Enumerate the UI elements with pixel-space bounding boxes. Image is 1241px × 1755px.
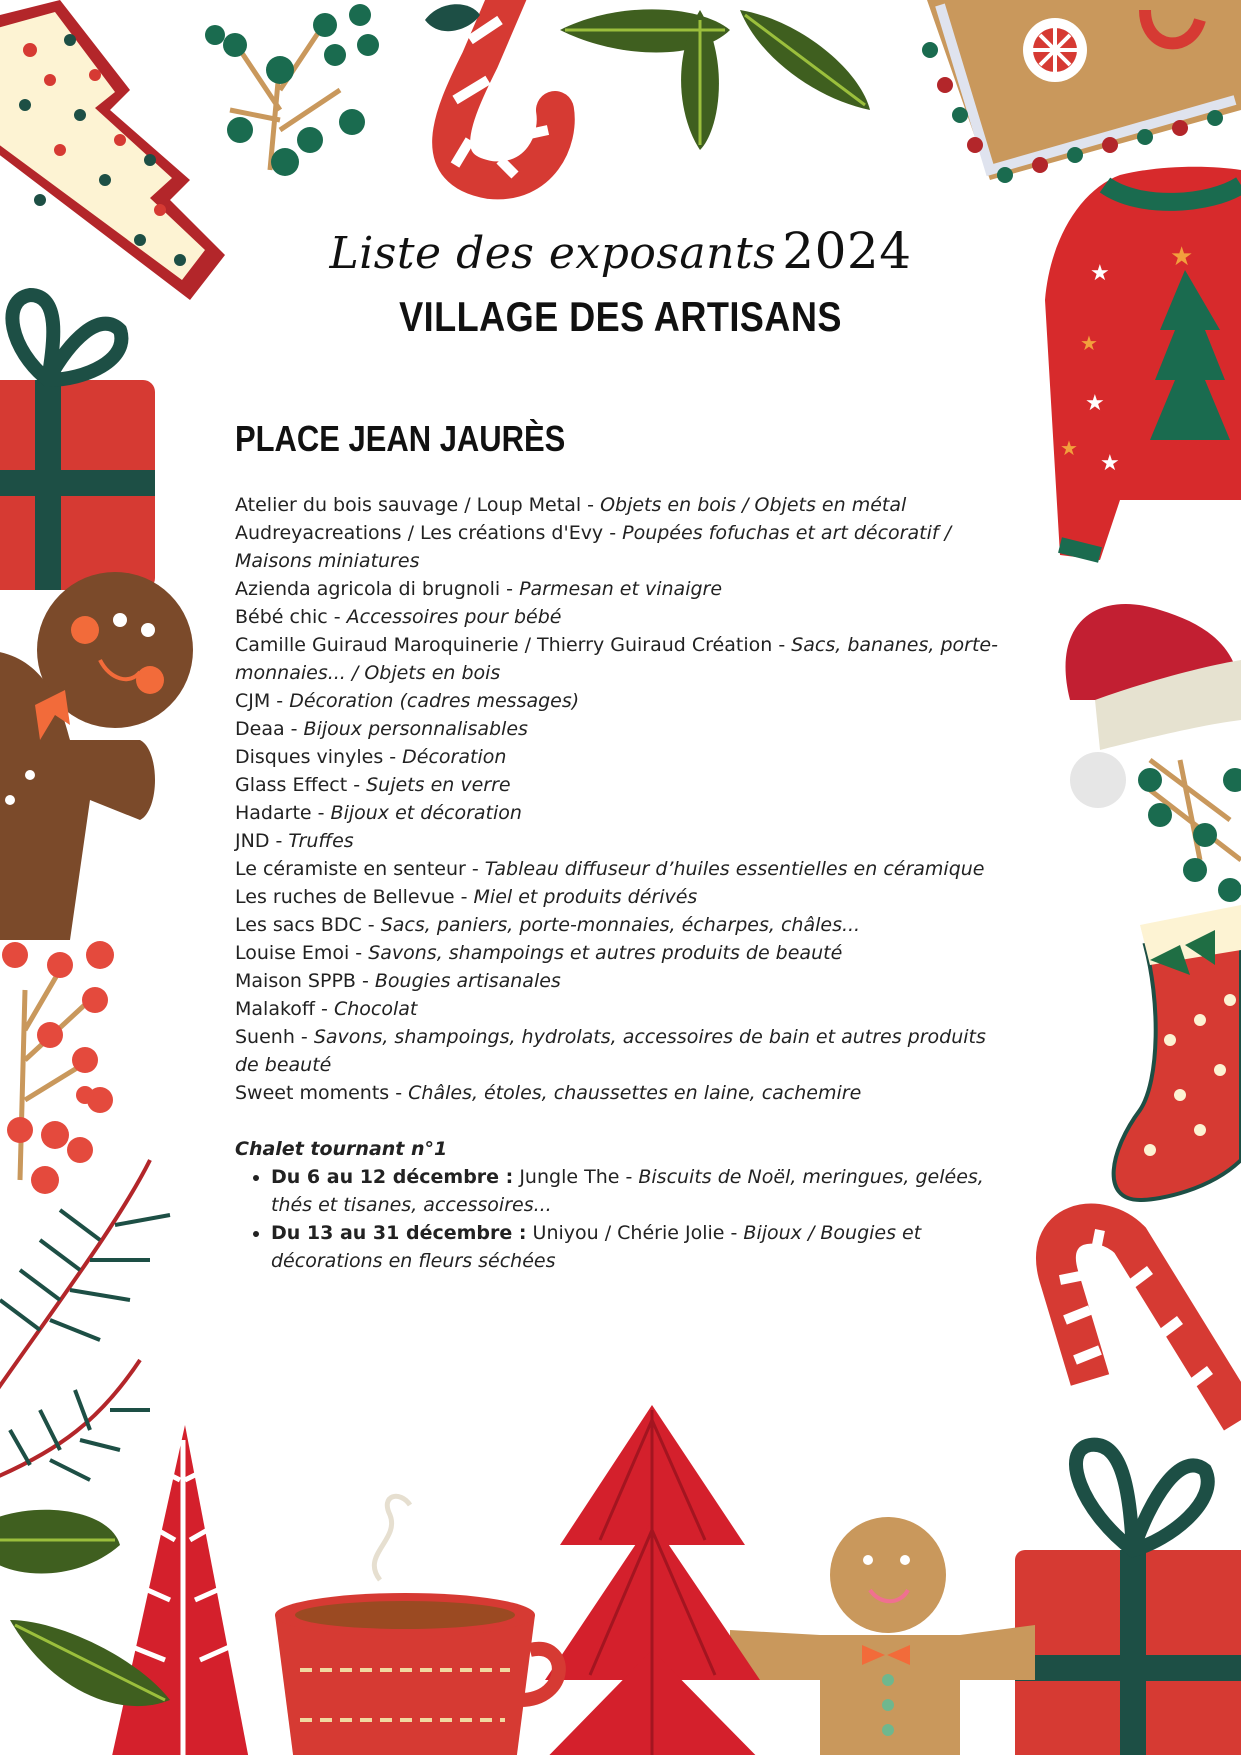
holly-bottom-icon [0, 1510, 170, 1706]
gingerbread-man-icon [0, 572, 193, 940]
chalet-title: Chalet tournant n°1 [235, 1138, 448, 1160]
gingerbread-man-bottom-icon [730, 1517, 1035, 1755]
list-item: Les sacs BDC - Sacs, paniers, porte-monnaies, écharpes, châles... [235, 914, 861, 936]
stocking-icon [1114, 905, 1241, 1200]
title-script-text: Liste des exposants [329, 228, 777, 279]
list-item: Le céramiste en senteur - Tableau diffuseur d’huiles essentielles en céramique [235, 858, 985, 880]
pine-branch-icon [0, 1160, 170, 1480]
list-item: Suenh - Savons, shampoings, hydrolats, accessoires de bain et autres produits de beauté [235, 1026, 986, 1076]
list-item: Hadarte - Bijoux et décoration [235, 802, 522, 824]
list-item: Glass Effect - Sujets en verre [235, 774, 511, 796]
list-item: Camille Guiraud Maroquinerie / Thierry Guiraud Création - Sacs, bananes, porte-monnaies... / Objets en bois [235, 634, 998, 684]
list-item: Azienda agricola di brugnoli - Parmesan et vinaigre [235, 578, 723, 600]
chalet-periods [235, 1163, 1015, 1275]
list-item: CJM - Décoration (cadres messages) [235, 690, 580, 712]
list-item: Louise Emoi - Savons, shampoings et autres produits de beauté [235, 942, 843, 964]
title-year: 2024 [782, 222, 912, 280]
red-tree-icon [525, 1405, 780, 1755]
svg-text:★: ★ [1090, 261, 1110, 286]
list-item: Disques vinyles - Décoration [235, 746, 507, 768]
berries [205, 4, 379, 176]
exhibitor-list [235, 491, 1015, 1275]
hot-cocoa-cup-icon [275, 1496, 559, 1755]
page-title: VILLAGE DES ARTISANS [399, 293, 842, 340]
holly-leaves-icon [560, 9, 870, 150]
list-item: Atelier du bois sauvage / Loup Metal - Objets en bois / Objets en métal [235, 494, 907, 516]
list-item: Bébé chic - Accessoires pour bébé [235, 606, 562, 628]
svg-text:★: ★ [1170, 242, 1194, 272]
title-script [0, 222, 1241, 280]
svg-text:★: ★ [1100, 451, 1120, 476]
candy-cane-right-icon [1056, 1224, 1241, 1420]
chalet-period: • Du 6 au 12 décembre : Jungle The - Biscuits de Noël, meringues, gelées, thés et tisanes, accessoires... [271, 1163, 1015, 1219]
santa-hat-icon [1066, 604, 1241, 902]
list-item: JND - Truffes [235, 830, 354, 852]
red-berry-branch-icon [2, 941, 114, 1194]
section-heading: PLACE JEAN JAURÈS [235, 418, 566, 459]
spacer [235, 1107, 1015, 1135]
list-item: Deaa - Bijoux personnalisables [235, 718, 528, 740]
list-item: Sweet moments - Châles, étoles, chaussettes en laine, cachemire [235, 1082, 862, 1104]
gingerbread-house-icon [920, 0, 1241, 183]
svg-text:★: ★ [1060, 436, 1078, 460]
list-item: Malakoff - Chocolat [235, 998, 418, 1020]
svg-text:★: ★ [1085, 391, 1105, 416]
list-item: Maison SPPB - Bougies artisanales [235, 970, 561, 992]
list-item: Les ruches de Bellevue - Miel et produits dérivés [235, 886, 698, 908]
candy-cane-icon [425, 0, 556, 180]
list-item: Audreyacreations / Les créations d'Evy - Poupées fofuchas et art décoratif / Maisons miniatures [235, 522, 951, 572]
gift-box-bottom-icon [1015, 1445, 1241, 1755]
chalet-period: • Du 13 au 31 décembre : Uniyou / Chérie Jolie - Bijoux / Bougies et décorations en fleurs séchées [271, 1219, 1015, 1275]
svg-text:★: ★ [1080, 331, 1098, 355]
